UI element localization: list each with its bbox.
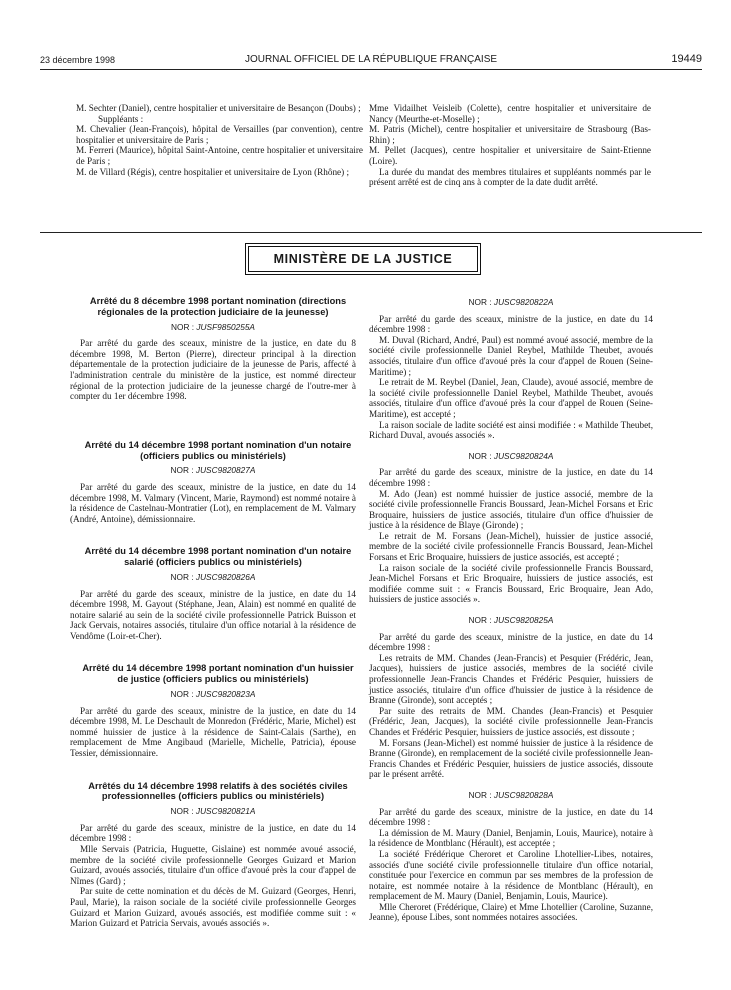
paragraph: M. Forsans (Jean-Michel) est nommé huissier de justice à la résidence de Branne (Gironde), en remplacement de la société civile professionnelle Jean-Francis Chandes et Frédéric Pesquier, huissiers de justice associés, dissoute par le présent arrêté. bbox=[369, 737, 653, 780]
paragraph: Mlle Cheroret (Frédérique, Claire) et Mme Lhotellier (Caroline, Suzanne, Jeanne), épouse Libes, sont nommées notaires associées. bbox=[369, 901, 653, 923]
top-left-column bbox=[76, 103, 363, 177]
article bbox=[70, 440, 356, 525]
nor-reference bbox=[369, 615, 653, 626]
paragraph: M. Pellet (Jacques), centre hospitalier et universitaire de Saint-Etienne (Loire). bbox=[369, 145, 651, 166]
nor-reference bbox=[70, 322, 356, 333]
nor-reference bbox=[369, 790, 653, 801]
paragraph: M. Patris (Michel), centre hospitalier et universitaire de Strasbourg (Bas-Rhin) ; bbox=[369, 124, 651, 145]
nor-label: NOR : bbox=[170, 806, 194, 817]
paragraph: La société Frédérique Cheroret et Caroline Lhotellier-Libes, notaires, associés d'une société civile professionnelle titulaire d'un office notarial, constituée pour l'exercice en commun par ses membres de la profession de notaire, est nommée notaire à la résidence de Montblanc (Hérault), en remplacement de M. Maury (Daniel, Benjamin, Louis, Maurice). bbox=[369, 848, 653, 902]
nor-reference bbox=[70, 806, 356, 817]
right-column bbox=[369, 297, 653, 923]
nor-label: NOR : bbox=[468, 615, 492, 626]
paragraph: Par arrêté du garde des sceaux, ministre de la justice, en date du 14 décembre 1998, M. Valmary (Vincent, Marie, Raymond) est nommé notaire à la résidence de Castelnau-Montratier (Lot), en remplacement de M. Valmary (André, Antoine), démissionnaire. bbox=[70, 481, 356, 524]
nor-label: NOR : bbox=[170, 689, 194, 700]
section-rule bbox=[40, 232, 702, 233]
article-title: Arrêté du 8 décembre 1998 portant nomination (directions régionales de la protection judiciaire de la jeunesse) bbox=[89, 296, 347, 317]
article bbox=[70, 296, 356, 402]
nor-label: NOR : bbox=[468, 789, 492, 800]
nor-code: JUSC9820825A bbox=[493, 615, 554, 626]
paragraph: Par suite de cette nomination et du décès de M. Guizard (Georges, Henri, Paul, Marie), la raison sociale de la société civile professionnelle Georges Guizard et Marion Guizard, avoués associés, est modifiée comme suit : « Marion Guizard et Patricia Servais, avoués associés ». bbox=[70, 886, 356, 929]
paragraph: Le retrait de M. Forsans (Jean-Michel), huissier de justice associé, membre de la société civile professionnelle Francis Boussard, Jean-Michel Forsans et Eric Broquaire, huissiers de justice associés, est accepté ; bbox=[369, 530, 653, 563]
nor-code: JUSC9820821A bbox=[195, 806, 256, 817]
header-page-number: 19449 bbox=[671, 53, 702, 65]
article bbox=[70, 663, 356, 758]
paragraph: Les retraits de MM. Chandes (Jean-Francis) et Pesquier (Frédéric, Jean, Jacques), huissiers de justice associés, membres de la société civile professionnelle Jean-Francis Chandes et Frédéric Pesquier, huissiers de justice associés, titulaire d'un office d'huissier de justice à la résidence de Branne (Gironde), sont acceptés ; bbox=[369, 652, 653, 706]
article bbox=[369, 615, 653, 780]
nor-reference bbox=[70, 572, 356, 583]
article-title: Arrêté du 14 décembre 1998 portant nomination d'un notaire salarié (officiers publics ou ministériels) bbox=[84, 546, 352, 568]
paragraph: Par arrêté du garde des sceaux, ministre de la justice, en date du 14 décembre 1998, M. Gayout (Stéphane, Jean, Alain) est nommé en qualité de notaire salarié au sein de la société civile professionnelle Patrick Buisson et Jack Gervais, notaires associés, titulaire d'un office notarial à la résidence de Vendôme (Loir-et-Cher). bbox=[70, 588, 356, 641]
nor-reference bbox=[70, 689, 356, 700]
top-right-column bbox=[369, 103, 651, 188]
paragraph: M. de Villard (Régis), centre hospitalier et universitaire de Lyon (Rhône) ; bbox=[76, 166, 350, 177]
paragraph: M. Duval (Richard, André, Paul) est nommé avoué associé, membre de la société civile professionnelle Daniel Reybel, Mathilde Theubet, avoués associés, titulaire d'un office d'avoué près la cour d'appel de Rouen (Seine-Maritime) ; bbox=[369, 334, 653, 377]
nor-code: JUSC9820822A bbox=[493, 297, 554, 307]
paragraph: Le retrait de M. Reybel (Daniel, Jean, Claude), avoué associé, membre de la société civile professionnelle Daniel Reybel, Mathilde Theubet, avoués associés, titulaire d'un office d'avoué près la cour d'appel de Rouen (Seine-Maritime), est accepté ; bbox=[369, 377, 653, 419]
paragraph: Par arrêté du garde des sceaux, ministre de la justice, en date du 14 décembre 1998 : bbox=[369, 313, 653, 335]
paragraph: Mme Vidailhet Veisleib (Colette), centre hospitalier et universitaire de Nancy (Meurthe-et-Moselle) ; bbox=[369, 103, 651, 124]
paragraph: La raison sociale de la société civile professionnelle Francis Boussard, Jean-Michel Forsans et Eric Broquaire, huissiers de justice associés, est modifiée comme suit : « Francis Boussard, Eric Broquaire, Jean Ado, huissiers de justice associés ». bbox=[369, 562, 653, 605]
paragraph: M. Ferreri (Maurice), hôpital Saint-Antoine, centre hospitalier et universitaire de Paris ; bbox=[76, 145, 363, 166]
ministry-heading: MINISTÈRE DE LA JUSTICE bbox=[248, 246, 478, 272]
article bbox=[369, 297, 653, 441]
paragraph: Par suite des retraits de MM. Chandes (Jean-Francis) et Pesquier (Frédéric, Jean, Jacques), la société civile professionnelle Jean-Francis Chandes et Frédéric Pesquier, huissiers de justice associés, est dissoute ; bbox=[369, 705, 653, 737]
paragraph: M. Sechter (Daniel), centre hospitalier et universitaire de Besançon (Doubs) ; bbox=[76, 103, 361, 113]
paragraph: Par arrêté du garde des sceaux, ministre de la justice, en date du 14 décembre 1998 : bbox=[369, 631, 653, 653]
nor-code: JUSF9850255A bbox=[196, 321, 255, 332]
paragraph: Par arrêté du garde des sceaux, ministre de la justice, en date du 14 décembre 1998 : bbox=[369, 806, 653, 828]
nor-reference bbox=[70, 465, 356, 476]
page-header bbox=[40, 52, 702, 68]
header-journal-title: JOURNAL OFFICIEL DE LA RÉPUBLIQUE FRANÇAISE bbox=[244, 54, 498, 65]
nor-code: JUSC9820823A bbox=[195, 689, 256, 700]
nor-reference bbox=[369, 297, 653, 308]
paragraph: La raison sociale de ladite société est ainsi modifiée : « Mathilde Theubet, Richard Duval, avoués associés ». bbox=[369, 419, 653, 441]
article bbox=[70, 781, 356, 929]
nor-code: JUSC9820828A bbox=[493, 789, 554, 800]
nor-code: JUSC9820824A bbox=[493, 450, 554, 461]
article-title: Arrêté du 14 décembre 1998 portant nomination d'un huissier de justice (officiers publics ou ministériels) bbox=[82, 663, 354, 685]
paragraph: Mlle Servais (Patricia, Huguette, Gislaine) est nommée avoué associé, membre de la société civile professionnelle Georges Guizard et Marion Guizard, avoués associés, titulaire d'un office d'avoué près la cour d'appel de Nîmes (Gard) ; bbox=[70, 844, 356, 886]
article bbox=[369, 790, 653, 923]
nor-code: JUSC9820826A bbox=[195, 571, 256, 582]
paragraph: Par arrêté du garde des sceaux, ministre de la justice, en date du 8 décembre 1998, M. Berton (Pierre), directeur principal à la direction départementale de la protection judiciaire de la jeunesse de Paris, affecté à l'administration centrale du ministère de la justice, est nommé directeur régional de la protection judiciaire de la jeunesse chargé de l'outre-mer à compter du 1er décembre 1998. bbox=[70, 338, 356, 402]
nor-reference bbox=[369, 451, 653, 462]
nor-label: NOR : bbox=[468, 450, 492, 461]
paragraph: Par arrêté du garde des sceaux, ministre de la justice, en date du 14 décembre 1998 : bbox=[70, 822, 356, 844]
article-title: Arrêtés du 14 décembre 1998 relatifs à des sociétés civiles professionnelles (officiers publics ou ministériels) bbox=[88, 780, 348, 802]
nor-label: NOR : bbox=[468, 297, 492, 307]
header-date: 23 décembre 1998 bbox=[40, 55, 116, 65]
nor-label: NOR : bbox=[171, 321, 195, 332]
paragraph: Par arrêté du garde des sceaux, ministre de la justice, en date du 14 décembre 1998, M. Le Deschault de Monredon (Frédéric, Marie, Michel) est nommé huissier de justice à la résidence de Saint-Calais (Sarthe), en remplacement de Mme Angibaud (Marielle, Michelle, Patricia), épouse Tessier, démissionnaire. bbox=[70, 705, 356, 759]
nor-label: NOR : bbox=[170, 571, 194, 582]
paragraph: La durée du mandat des membres titulaires et suppléants nommés par le présent arrêté est de cinq ans à compter de la date dudit arrêté. bbox=[369, 166, 651, 188]
paragraph: La démission de M. Maury (Daniel, Benjamin, Louis, Maurice), notaire à la résidence de Montblanc (Hérault), est acceptée ; bbox=[369, 827, 653, 849]
header-rule bbox=[40, 69, 702, 70]
article bbox=[70, 546, 356, 641]
paragraph: M. Chevalier (Jean-François), hôpital de Versailles (par convention), centre hospitalier et universitaire de Paris ; bbox=[76, 124, 363, 145]
paragraph: Par arrêté du garde des sceaux, ministre de la justice, en date du 14 décembre 1998 : bbox=[369, 467, 653, 488]
left-column bbox=[70, 296, 356, 929]
article bbox=[369, 451, 653, 605]
ministry-heading-box bbox=[245, 243, 481, 275]
article-title: Arrêté du 14 décembre 1998 portant nomination d'un notaire (officiers publics ou ministériels) bbox=[84, 439, 352, 461]
paragraph: Suppléants : bbox=[98, 113, 144, 124]
paragraph: M. Ado (Jean) est nommé huissier de justice associé, membre de la société civile professionnelle Francis Boussard, Jean-Michel Forsans et Eric Broquaire, huissiers de justice associés, titulaire d'un office d'huissier de justice à la résidence de Blaye (Gironde) ; bbox=[369, 488, 653, 531]
nor-label: NOR : bbox=[170, 465, 194, 476]
nor-code: JUSC9820827A bbox=[195, 465, 256, 476]
